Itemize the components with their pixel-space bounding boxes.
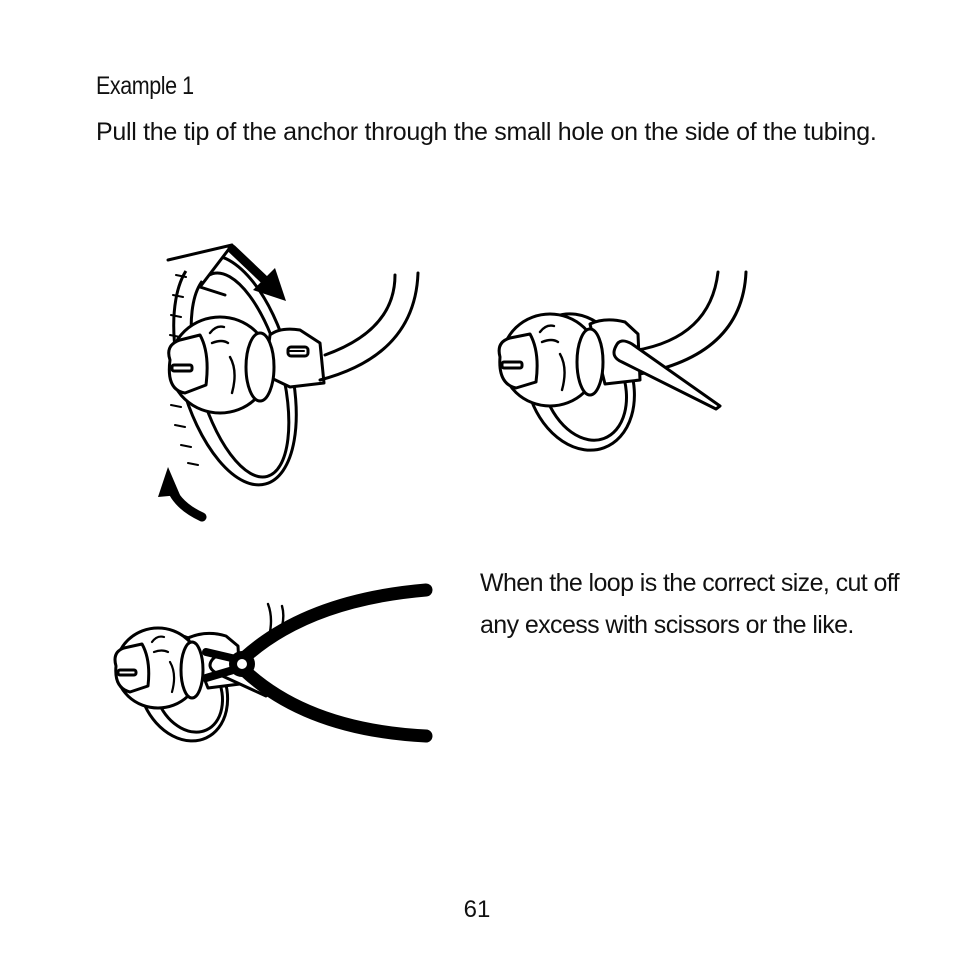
cutting-instruction-text: When the loop is the correct size, cut off any excess with scissors or the like. — [480, 569, 900, 639]
pliers-icon — [206, 590, 426, 736]
instruction-text: Pull the tip of the anchor through the small hole on the side of the tubing. — [96, 118, 877, 146]
anchor-pull-through-illustration — [140, 235, 440, 535]
cutting-excess-illustration — [108, 580, 438, 750]
section-heading: Example 1 — [96, 72, 194, 100]
curved-arrow-icon — [158, 467, 202, 517]
page-number: 61 — [463, 896, 491, 923]
anchor-pulled-illustration — [480, 262, 760, 472]
